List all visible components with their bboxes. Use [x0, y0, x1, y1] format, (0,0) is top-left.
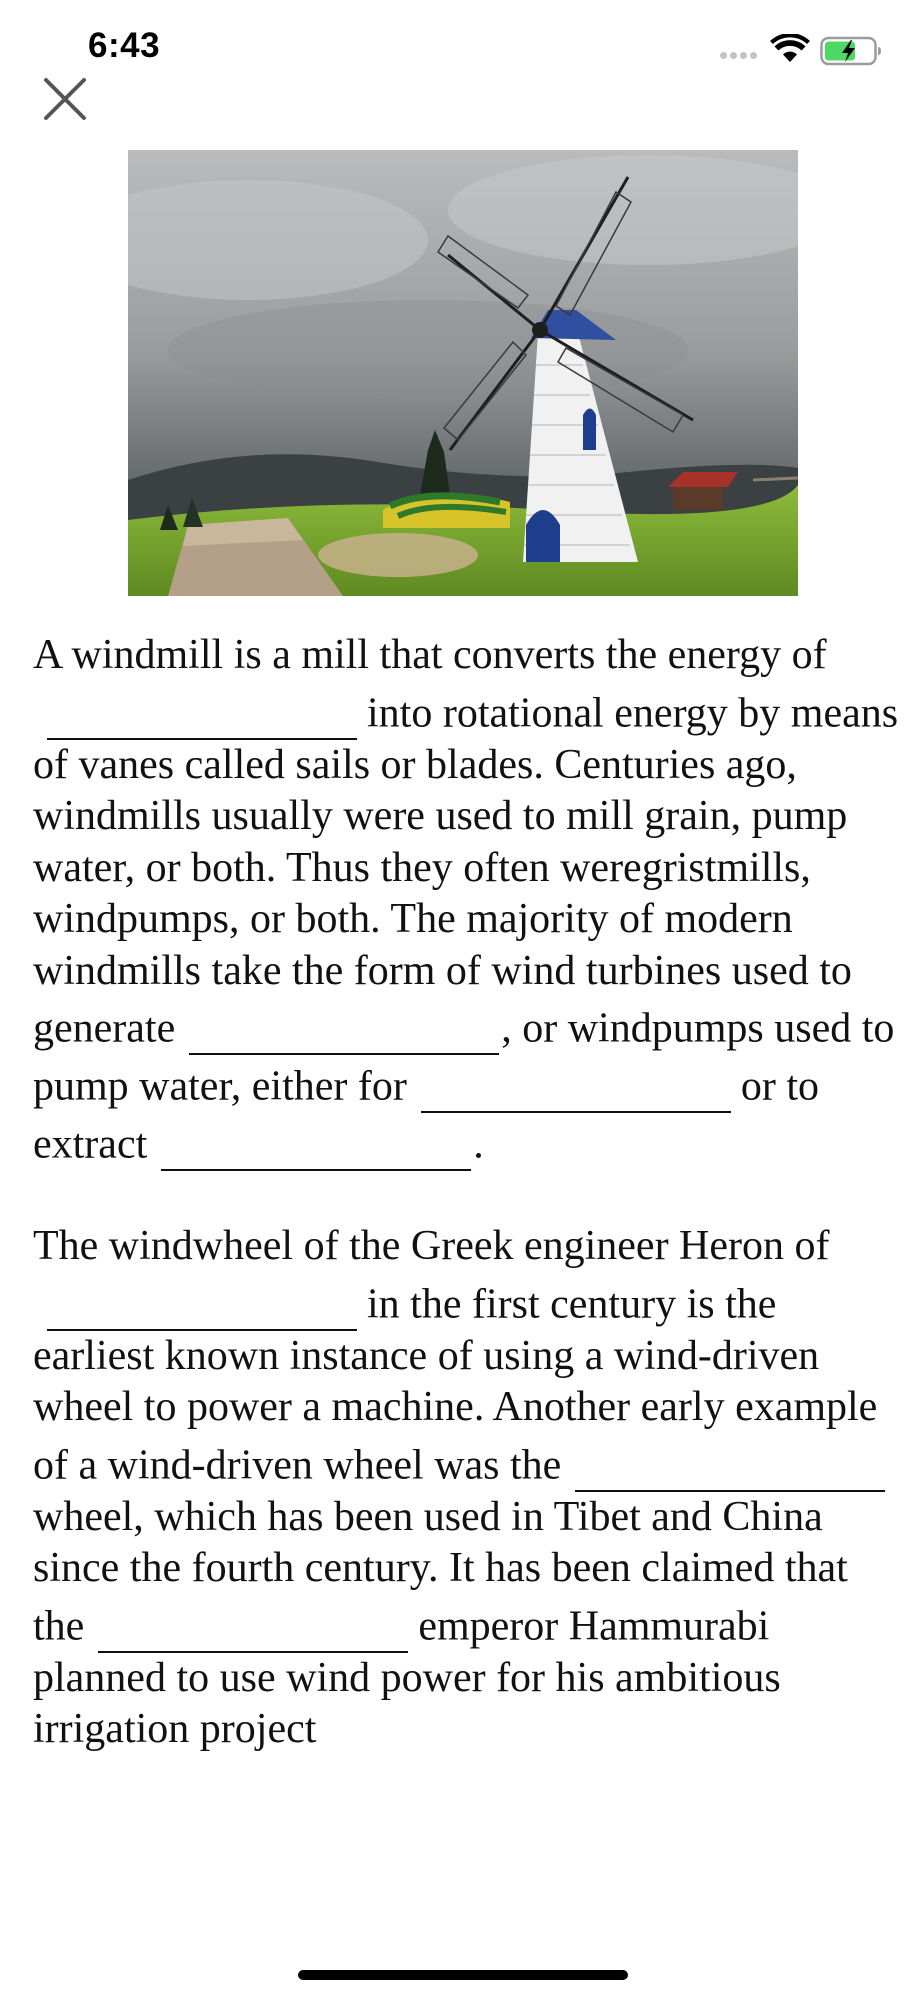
passage-text: wheel, which has been used in Tibet and China since the fourth century. It has been claimed that the — [33, 1493, 848, 1649]
blank-input[interactable] — [47, 682, 357, 740]
paragraph — [33, 1221, 901, 1756]
passage-text: emperor Hammurabi planned to use wind power for his ambitious irrigation project — [33, 1603, 781, 1752]
blank-input[interactable] — [98, 1595, 408, 1653]
blank-input[interactable] — [47, 1273, 357, 1331]
blank-input[interactable] — [189, 997, 499, 1055]
paragraph — [33, 630, 901, 1171]
passage-text: , or windpumps used to pump water, either for — [33, 1005, 895, 1110]
cellular-signal-icon — [720, 52, 757, 59]
passage-text: The windwheel of the Greek engineer Heron of — [33, 1223, 830, 1269]
reading-passage — [33, 630, 901, 1920]
passage-text: . — [473, 1121, 484, 1168]
status-time: 6:43 — [88, 26, 161, 65]
battery-charging-icon — [820, 36, 882, 66]
passage-text: A windmill is a mill that converts the energy of — [33, 632, 827, 678]
close-icon — [46, 80, 84, 118]
blank-input[interactable] — [575, 1434, 885, 1492]
passage-text: into rotational energy by means of vanes called sails or blades. Centuries ago, windmills usually were used to mill grain, pump water, or both. Thus they often weregristmills, windpumps, or both. The majority of modern windmills take the form of wind turbines used to generate — [33, 690, 899, 1052]
close-button[interactable] — [38, 72, 92, 126]
home-indicator[interactable] — [298, 1970, 628, 1980]
status-bar — [0, 0, 924, 80]
wifi-icon — [770, 34, 810, 64]
hero-image — [128, 150, 798, 596]
passage-text: or to extract — [33, 1063, 819, 1168]
blank-input[interactable] — [161, 1113, 471, 1171]
blank-input[interactable] — [421, 1055, 731, 1113]
passage-text: in the first century is the earliest known instance of using a wind-driven wheel to power a machine. Another early example of a wind-driven wheel was the — [33, 1281, 878, 1488]
